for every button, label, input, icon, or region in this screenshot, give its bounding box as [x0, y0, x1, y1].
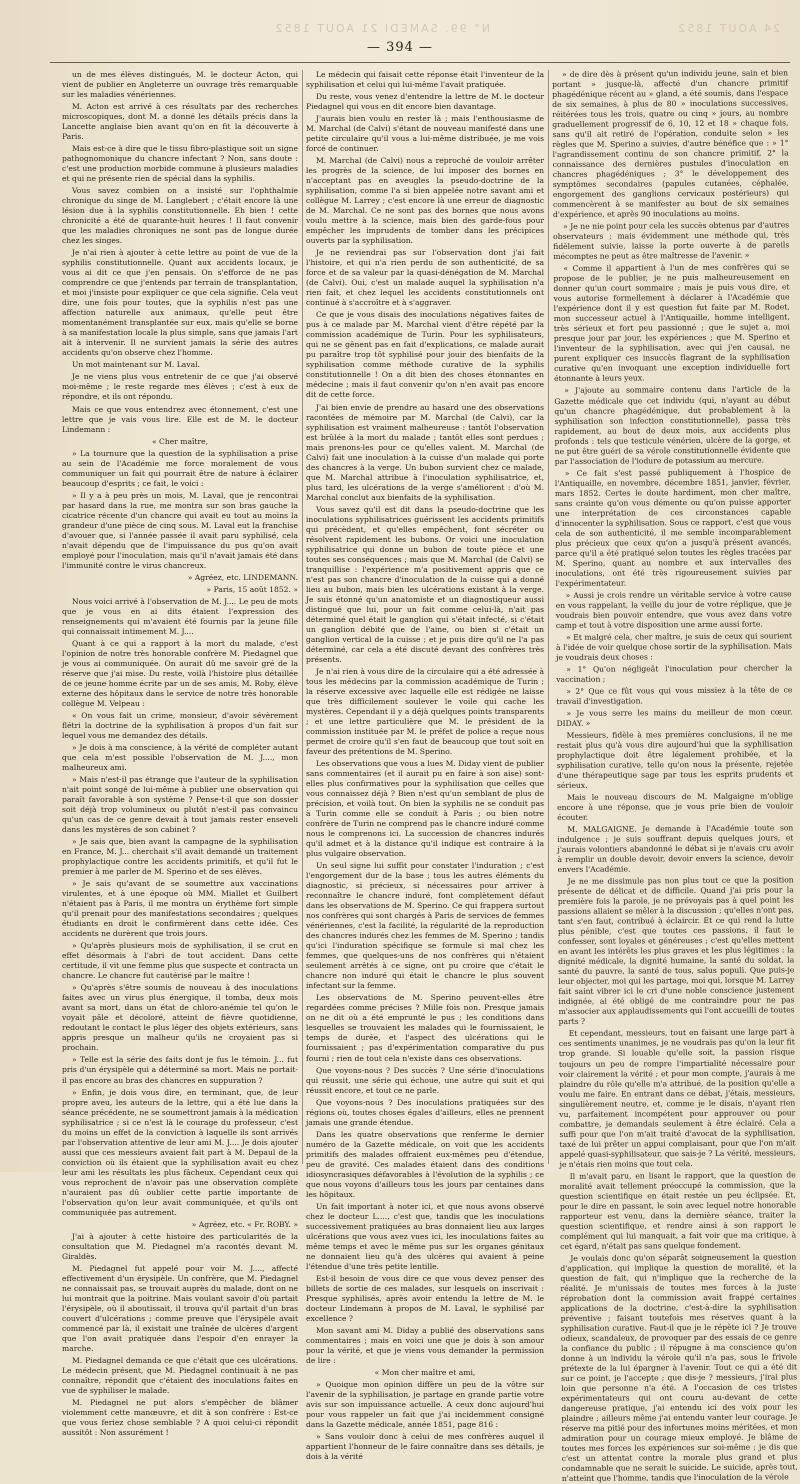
paragraph: » 2° Que ce fût vous qui vous missiez à la tête de ce travail d'investigation.	[556, 685, 793, 706]
paragraph: Un seul signe lui suffit pour constater l'induration ; c'est l'engorgement dur de la base ; tous les autres éléments du diagnostic, si précieux, si nécessaires pour arriver à reconnaître le chancre induré, font complètement défaut dans les observations de M. Sperino. Ce qui frappera surtout nos confrères qui sont chargés à Paris de services de femmes vénériennes, c'est la facilité, la régularité de la reproduction des chancres indurés chez les femmes de M. Sperino ; tandis qu'ici l'induration spécifique se formule si mal chez les femmes, que quelques-uns de nos confrères qui n'étaient seulement arrêtés à ce signe, ont pu croire que c'était le chancre non induré qui était le chancre le plus souvent infectant sur la femme.	[306, 861, 544, 991]
paragraph: Dans les quatre observations que renferme le dernier numéro de la Gazette médicale, on voit que les accidents primitifs des malades offraient eux-mêmes peu d'étendue, peu de gravité. Ces malades étaient dans des conditions idiosyncrasiques défavorables à l'évolution de la syphilis ; ce que nous voyons d'ailleurs tous les jours par centaines dans les hôpitaux.	[306, 1129, 544, 1199]
paragraph: M. Acton est arrivé à ces résultats par des recherches microscopiques, dont M. a donné les détails précis dans la Lancette anglaise bien avant qu'on en fit la découverte à Paris.	[62, 102, 298, 142]
paragraph: Est-il besoin de vous dire ce que vous devez penser des billets de sortie de ces malades, sur lesquels on inscrivait : Presque syphilisés, après avoir entendu la lettre de M. le docteur Lindemann à propos de M. Laval, le syphilisé par excellence ?	[306, 1273, 544, 1323]
paragraph: Il m'avait paru, en lisant le rapport, que la question de moralité avait tellement préoccupé la commission, que la question scientifique en était restée un peu éclipsée. Et, pour le dire en passant, le soin avec lequel notre honorable rapporteur est venu, dans la dernière séance, traiter la question scientifique, et rendre ainsi à son rapport le complément qui lui manquait, a fait voir que ma critique, à cet égard, n'était pas sans quelque fondement.	[559, 1169, 797, 1251]
paragraph: « Comme il appartient à l'un de mes confrères qui se propose de le publier, je ne puis malheureusement en donner qu'un court sommaire ; mais je puis vous dire, et vous autorise formellement à déclarer à l'Académie que l'expérience dont il y est question fut faite par M. Rodet, mon successeur actuel à l'Antiquaille, homme intelligent, très sérieux et fort peu passionné ; que le sujet a, moi presque jour par jour, les expériences ; que M. Sperino et l'inventeur de la syphilisation, avec qui j'en causai, ne purent expliquer ces insuccès flagrant de la syphilisation curative qu'en invoquant une exception individuelle fort étonnante à leurs yeux.	[553, 262, 791, 384]
paragraph: Mais est-ce à dire que le tissu fibro-plastique soit un signe pathognomonique du chancre infectant ? Non, sans doute : c'est une production morbide commune à plusieurs maladies et qui ne présente rien de spécial dans la syphilis.	[62, 144, 298, 184]
paragraph: un de mes élèves distingués, M. le docteur Acton, qui vient de publier en Angleterre un ouvrage très remarquable sur les maladies vénériennes.	[62, 70, 298, 100]
paragraph: » J'ajoute au sommaire contenu dans l'article de la Gazette médicale que cet individu (qui, n'ayant au début qu'un chancre phagédénique, dut probablement à la syphilisation son infection constitutionnelle), passa très rapidement, au bout de deux mois, aux accidents plus profonds : tels que testicule vénérien, ulcère de la gorge, et ne put être guéri de sa vérole constitutionnelle évidente que par l'association de l'iodure de potassium au mercure.	[554, 384, 791, 466]
paragraph: » Qu'après plusieurs mois de syphilisation, il se crut en effet désormais à l'abri de tout accident. Dans cette certitude, il vit une femme plus que suspecte et contracta un chancre. Le chancre fut cautérisé par le maître !	[62, 941, 298, 981]
paragraph: » Agréez, etc. LINDEMANN.	[187, 572, 298, 582]
paragraph: « On vous fait un crime, monsieur, d'avoir sévèrement flétri la doctrine de la syphilisation à propos d'un fait sur lequel vous me demandez des détails.	[62, 710, 298, 740]
paragraph: Vous savez qu'il est dit dans la pseudo-doctrine que les inoculations syphilisatrices guérissent les accidents primitifs qui précèdent, et qu'elles empêchent, font sécréter ou résolvent rapidement les bubons. Or voici une inoculation syphilisatrice qui donne un bubon de toute pièce et une toutes ses conséquences ; mais que M. Marchal (de Calvi) se tranquillise : l'expérience m'a positivement appris que ce n'est pas son chancre d'inoculation de la cuisse qui a donné lieu au bubon, mais bien les ulcérations existant à la verge. Je suis étonné qu'un anatomiste et un diagnostiqueur aussi distingué que lui, pour un fait comme celui-là, n'ait pas déterminé quel était le ganglion qui s'était infecté, si c'était un ganglion débité que de l'aine, ou bien si c'était un ganglion vertical de la cuisse ; et je puis dire qu'il ne l'a pas déterminé, car cela a été discuté devant des confrères très présents.	[306, 504, 544, 664]
bleed-through-header-right: 24 AOUT 1852	[676, 22, 780, 35]
paragraph: Que voyons-nous ? Des inoculations pratiquées sur des régions où, toutes choses égales d'ailleurs, elles ne prennent jamais une grande étendue.	[306, 1097, 544, 1127]
paragraph: » 1° Qu'on négligeât l'inoculation pour chercher la vaccination ;	[556, 663, 793, 684]
paragraph: Et cependant, messieurs, tout en faisant une large part à ces sentiments unanimes, je ne voudrais pas qu'on la leur fit trop grande. Si louable qu'elle soit, la passion risque toujours un peu de rompre l'impartialité nécessaire pour voir clairement la vérité ; et pour mon compte, j'aurais à me plaindre du rôle qu'elle m'a attribué, de la position qu'elle a voulu me faire. En entrant dans ce débat, j'étais, messieurs, singulièrement neutre, et, comme je le disais, n'ayant rien vu, parfaitement incompétent pour approuver ou pour combattre, je demandais seulement à être éclairé. Cela a suffi pour que l'on m'ait traité d'avocat de la syphilisation, taxé de lui prêter un appui complaisant, pour que l'on m'ait appelé quasi-syphilisateur, que sais-je ? La vérité, messieurs, je n'étais rien moins que tout cela.	[558, 1027, 796, 1169]
paragraph: M. MALGAIGNE. Je demande à l'Académie toute son indulgence ; je suis souffrant depuis quelques jours, et j'aurais volontiers abandonné le débat si je n'avais cru avoir à remplir un double devoir, devoir envers la science, devoir envers l'Académie.	[557, 823, 794, 875]
paragraph: » La tournure que la question de la syphilisation a prise au sein de l'Académie me force moralement de vous communiquer un fait qui pourrait être de nature à éclairer beaucoup d'esprits ; ce fait, le voici :	[62, 448, 298, 488]
paragraph: Messieurs, fidèle à mes premières conclusions, il ne me restait plus qu'à vous dire aujourd'hui que la syphilisation prophylactique doit être légalement prohibée, et la syphilisation curative, telle qu'on nous la présente, rejetée d'une thérapeutique sage par tous les esprits prudents et sérieux.	[556, 729, 793, 791]
paragraph: » Et malgré cela, cher maître, je suis de ceux qui sourient à l'idée de voir quelque chose sortir de la syphilisation. Mais je voudrais deux choses :	[555, 631, 793, 662]
paragraph: Que voyons-nous ? Des succès ? Une série d'inoculations qui réussit, une série qui échoue, une autre qui suit et qui réussit encore, et tout ce ne parle.	[306, 1065, 544, 1095]
paragraph: Quant à ce qui a rapport à la mort du malade, c'est l'opinion de notre très honorable confrère M. Piedagnel que je vous ai communiquée. On aurait dû me savoir gré de la réserve que j'ai mise. Du reste, voilà l'histoire plus détaillée de ce jeune homme écrite par un de ses amis, M. Roby, élève externe des hôpitaux dans le service de notre très honorable collègue M. Velpeau :	[62, 638, 298, 708]
paragraph: Du reste, vous venez d'entendre la lettre de M. le docteur Piedagnel qui vous en dit encore bien davantage.	[306, 92, 544, 112]
bleed-through-header-left: N° 99. SAMEDI 21 AOUT 1852	[273, 22, 490, 35]
paragraph: » Je dois à ma conscience, à la vérité de compléter autant que cela m'est possible l'observation de M. J...., mon malheureux ami.	[62, 743, 298, 773]
column-left	[62, 70, 299, 1438]
paragraph: « Mon cher maître et ami,	[374, 1367, 476, 1377]
paragraph: Les observations de M. Sperino peuvent-elles être regardées comme précises ? Mille fois non. Presque jamais on ne dit où a été emprunté le pus ; les conditions dans lesquelles se trouvaient les malades qui le fournissaient, le temps de durée, et l'aspect des ulcérations qui le fournissaient ; pas d'expérimentation comparative du pus fourni ; rien de tout cela n'existe dans ces observations.	[306, 993, 544, 1063]
paragraph: Nous voici arrivé à l'observation de M. J.... Le peu de mots que je vous en ai dits étaient l'expression des renseignements qui m'avaient été fournis par la jeune fille qui connaissait intimement M. J....	[62, 596, 298, 636]
column-right	[552, 68, 798, 1484]
paragraph: Mais ce que vous entendrez avec étonnement, c'est une lettre que je vais vous lire. Elle est de M. le docteur Lindemann :	[62, 404, 298, 434]
paragraph: Mon savant ami M. Diday a publié des observations sans commentaires ; mais en voici une que je dois à son amour pour la vérité, et que je viens vous demander la permission de lire :	[306, 1325, 544, 1365]
paragraph: J'aurais bien voulu en rester là ; mais l'enthousiasme de M. Marchal (de Calvi) s'étant de nouveau manifesté dans une petite circulaire qu'il vous a lui-même distribuée, je me vois forcé de continuer.	[306, 114, 544, 154]
paragraph: J'ai à ajouter à cette histoire des particularités de la consultation que M. Piedagnel m'a racontés devant M. Giraldès.	[62, 1231, 298, 1261]
column-divider-2	[548, 70, 549, 1164]
column-middle	[306, 70, 544, 1462]
paragraph: » Enfin, je dois vous dire, en terminant, que, de leur propre aveu, les auteurs de la lettre, qui a été lue dans la séance précédente, ne se soumettront jamais à la médication syphilisatrice ; si ce n'est là le courage du professeur, c'est du moins un effet de la conviction à laquelle ils sont arrivés par l'observation attentive de leur ami M. J.... Je dois ajouter aussi que ces messieurs avaient fait part à M. Depaul de la conviction où ils étaient que la syphilisation avait eu chez leur ami les résultats les plus fâcheux. Cependant ceux qui vous reprochent de n'avoir pas une observation complète n'auraient pas dû oublier cette partie importante de l'observation qu'on leur avait communiquée, et qu'ils ont communiquée pas autrement.	[62, 1087, 299, 1217]
page-header	[0, 0, 800, 66]
paragraph: » Agréez, etc. « Fr. ROBY. »	[191, 1219, 298, 1229]
paragraph: » de dire dès à présent qu'un individu jeune, sain et bien portant » jusque-là, affecté d'un chancre primitif phagédénique récent au » gland, a été soumis, dans l'espace de six semaines, à plus de 80 » inoculations successives, réitérées tous les trois, quatre ou cinq » jours, au nombre graduellement progressif de 6, 10, 12 et 18 » chaque fois, sans qu'il ait retiré de l'opération, conduite selon » les règles que M. Sperino a suivies, d'autre bénéfice que : » 1° l'agrandissement continu de son chancre primitif, 2° la connaissance des dernières pustules d'inoculation en chancres phagédéniques ; 3° le développement des symptômes secondaires (papules cutanées, céphalée, engorgement des ganglions cervicaux postérieurs) qui commencèrent à se manifester au bout de six semaines d'expérience, et après 90 inoculations au moins.	[552, 68, 789, 220]
paragraph: » Qu'après s'être soumis de nouveau à des inoculations faites avec un virus plus énergique, il tomba, deux mois avant sa mort, dans un état de chloro-anémie tel qu'on le voyait pâle et décoloré, atteint de fièvre quotidienne, redoutant le contact le plus léger des objets extérieurs, sans appris presque un malheur qu'ils ne croyaient pas si prochain.	[62, 983, 298, 1053]
paragraph: » Je vous serre les mains du meilleur de mon cœur. DIDAY. »	[556, 707, 793, 728]
paragraph: Mais le nouveau discours de M. Malgaigne m'oblige encore à une réponse, que je vous prie bien de vouloir écouter.	[557, 791, 794, 823]
paragraph: Un mot maintenant sur M. Laval.	[72, 360, 200, 370]
paragraph: M. Piedagnel fut appelé pour voir M. J...., affecté effectivement d'un érysipèle. Un confrère, que M. Piedagnel ne connaissait pas, se trouvait auprès du malade, dont on ne lui montrait que la poitrine. Mais voulant savoir d'où partait l'érysipèle, où il aboutissait, il trouva qu'il partait d'un bras couvert d'ulcérations ; comme preuve que l'érysipèle avait commencé par là, il existait une traînée de ulcères d'argent que l'on avait pratiquée dans l'espoir d'en enrayer la marche.	[62, 1263, 298, 1353]
paragraph: Je n'ai rien à vous dire de la circulaire qui a été adressée à tous les médecins par la commission académique de Turin ; la réserve excessive avec laquelle elle est rédigée ne laisse que très difficilement soulever le voile qui cache les mystères. Cependant il y a déjà quelques points transparents ; et une lettre particulière que M. le président de la commission instituée par M. le préfet de police a reçue nous permet de croire qu'il s'en faut de beaucoup que tout soit en faveur des prétentions de M. Sperino.	[306, 666, 544, 757]
paragraph: Je ne viens plus vous entretenir de ce que j'ai observé moi-même ; le reste regarde mes élèves ; c'est à eux de répondre, et ils ont répondu.	[62, 372, 298, 402]
paragraph: M. Piedagnel ne put alors s'empêcher de blâmer violemment cette manœuvre, et dit à son confrère : Est-ce que vous feriez chose semblable ? A quoi celui-ci répondit aussitôt : Non assurément !	[62, 1397, 298, 1438]
paragraph: » Quoique mon opinion diffère un peu de la vôtre sur l'avenir de la syphilisation, je partage en grande partie votre avis sur son impuissance actuelle. A ceux donc aujourd'hui pour vous rappeler un fait que j'ai incidemment consigné dans la Gazette médicale, année 1851, page 816 :	[306, 1379, 544, 1430]
paragraph: « Cher maître,	[151, 436, 209, 446]
paragraph: Les observations que vous a lues M. Diday vient de publier sans commentaires (et il aurait pu en faire à son aise) sont-elles plus confirmatives pour la syphilisation que celles que vous connaissez déjà ? Bien n'est qu'un semblant de plus de précision, et voilà tout. On bien la syphilis ne se conduit pas à Turin comme elle se conduit à Paris ; ou bien notre confrère de Turin ne comprend pas le chancre induré comme nous le comprenons ici. La succession de chancres indurés qu'il admet et à la distance qu'il indique est contraire à la plus vulgaire observation.	[306, 759, 544, 859]
paragraph: Je voulais donc qu'on séparât soigneusement la question d'application, qui implique la question de moralité, et la question de fait, qui n'implique que la recherche de la réalité. Je m'unissais de toutes mes forces à la juste réprobation dont la commission avait frappé certaines applications de la doctrine, c'est-à-dire la syphilisation préventive ; faisant toutefois mes réserves quant à la syphilisation curative. Faut-il que je le répète ici ? Je trouve odieux, scandaleux, de provoquer par des essais de ce genre la confiance du public ; il répugne à ma conscience qu'on donne à un individu la vérole qu'il n'a pas, sous le frivole prétexte de la lui épargner à l'avenir. Tout ce qui a été dit sur ce point, je l'accepte ; que dis-je ? messieurs, j'irai plus loin que personne n'a été. A l'occasion de ces tristes expérimentateurs qui ont couru au-devant de cette dangereuse pratique, j'ai entendu ici des voix pour les plaindre ; ailleurs même j'ai entendu vanter leur courage. Je réserve ma pitié pour des infortunes moins méritées, et mon admiration pour un courage mieux employé. Je blâme de toutes mes forces les expériences sur soi-même ; je dis que c'est un attentat contre la morale plus grand et plus condamnable que ne serait le suicide. Le suicide, après tout, n'atteint que l'homme, tandis que l'inoculation de la vérole	[560, 1252, 798, 1484]
paragraph: Je ne me dissimule pas non plus tout ce que la position présente de délicat et de difficile. Quand j'ai pris pour la première fois la parole, je ne prévoyais pas à quel point les passions allaient se mêler à la discussion ; qu'elles n'ont pas, tant s'en faut, contribué à éclaircir. Et ce qui rend la lutte plus pénible, c'est que toutes ces passions, il faut le confesser, sont loyales et généreuses ; c'est qu'elles mettent en avant les intérêts les plus graves et les plus légitimes : la dignité médicale, la dignité humaine, la santé du soldat, la santé du pauvre, la santé de tous, salus populi. Que puis-je leur objecter, moi qui les partage, moi qui, lorsque M. Larrey fait saint vibrer ici le cri d'une noble conscience justement indignée, ai été obligé de me contraindre pour ne pas m'associer aux applaudissements qui l'ont accueilli de toutes parts ?	[557, 875, 795, 1027]
paragraph: Vous savez combien on a insisté sur l'ophthalmie chronique du singe de M. Langlebert ; c'était encore là une lésion due à la syphilis constitutionnelle. Eh bien ! cette chronicité a été de quarante-huit heures ! Il faut convenir que les maladies chroniques ne sont pas de longue durée chez les singes.	[62, 186, 298, 246]
paragraph: Ce que je vous disais des inoculations négatives faites de pus à ce malade par M. Marchal vient d'être répété par la commission académique de Turin. Pour les syphilisateurs, qui ne se gênent pas en fait d'explications, ce malade aurait pu paraître trop tôt syphilisé pour jouir des bienfaits de la syphilisation comme méthode curative de la syphilis constitutionnelle ! On a dit bien des choses étonnantes en médecine ; mais il faut convenir qu'on n'en avait pas encore dit de cette force.	[306, 310, 544, 400]
paragraph: » Je ne nie point pour cela les succès obtenus par d'autres observateurs ; mais évidemment une méthode qui, très fidèlement suivie, laisse la porte ouverte à de pareils mécomptes ne peut as être maîtresse de l'avenir. »	[553, 220, 790, 262]
paragraph: Un fait important à noter ici, et que nous avons observé chez le docteur L...., c'est que, tandis que les inoculations successivement pratiquées au bras donnaient lieu aux larges ulcérations que vous avez vues ici, les inoculations faites au même temps et avec le même pus sur les organes génitaux ne donnaient lieu qu'à des ulcères qui avaient à peine l'étendue d'une très petite lentille.	[306, 1201, 544, 1271]
paragraph: » Je sais qu'avant de se soumettre aux vaccinations virulentes, et à une époque où MM. Miallet et Guilbert n'étaient pas à Paris, il me montra un érythème fort simple qu'il prenait pour des manifestations secondaires ; quelques étudiants en droit le confirmèrent dans cette idée. Ces accidents ne durèrent que trois jours.	[62, 879, 298, 939]
paragraph: J'ai bien envie de prendre au hasard une des observations racontées de mémoire par M. Marchal (de Calvi), car la syphilisation est vraiment malheureuse : tantôt l'observation est brûlée à la mort du malade ; tantôt elles sont perdues ; mais prenons-les pour ce qu'elles valent. M. Marchal (de Calvi) fait une inoculation à la cuisse d'un malade qui porte des chancres à la verge. Un bubon survient chez ce malade, que M. Marchal attribue à l'inoculation syphilisatrice, et, plus tard, les ulcérations de la verge s'améliorent : d'où M. Marchal conclut aux bienfaits de la syphilisation.	[306, 402, 544, 502]
paragraph: Le médecin qui faisait cette réponse était l'inventeur de la syphilisation et celui qui lui-même l'avait pratiquée.	[306, 70, 544, 90]
paragraph: M. Piedagnel demanda ce que c'était que ces ulcérations. Le médecin présent, que M. Piedagnel continuait à ne pas connaître, répondit que c'étaient des inoculations faites en vue de syphiliser le malade.	[62, 1355, 298, 1395]
page-number: — 394 —	[366, 40, 434, 55]
paragraph: » Je sais que, bien avant la campagne de la syphilisation en France, M. J... cherchait s'il avait demandé un traitement prophylactique contre les accidents primitifs, et qu'il fut le premier à me parler de M. Sperino et de ses élèves.	[62, 837, 298, 877]
paragraph: » Sans vouloir donc à celui de mes confrères auquel il appartient l'honneur de le faire connaître dans ses détails, je dois à la vérité	[306, 1432, 544, 1462]
paragraph: Je n'ai rien à ajouter à cette lettre au point de vue de la syphilis constitutionnelle. Quant aux accidents locaux, je vous ai dit ce que j'en pensais. On s'efforce de ne pas comprendre ce que j'entends par terrain de transplantation, et moi j'insiste pour expliquer ce que cela signifie. Cela veut dire, une fois pour toutes, que la syphilis n'est pas une affection naturelle aux animaux, qu'elle peut être momentanément transplantée sur eux, mais qu'elle se borne à sa manifestation locale la plus simple, sans que jamais l'art ait à intervenir. Il ne survient jamais la série des autres accidents qu'on observe chez l'homme.	[62, 248, 298, 358]
column-divider-1	[302, 70, 303, 1164]
paragraph: » Paris, 15 août 1852. »	[206, 584, 298, 594]
paragraph: M. Marchal (de Calvi) nous a reproché de vouloir arrêter les progrès de la science, de lui imposer des bornes en n'acceptant pas en aveugles la pseudo-doctrine de la syphilisation, comme l'a si bien appelée notre savant ami et collègue M. Larrey ; c'est encore là une erreur de diagnostic de M. Marchal. Ce ne sont pas des bornes que nous avons voulu mettre à la science, mais bien des garde-fous pour empêcher les imprudents de tomber dans les précipices ouverts par la syphilisation.	[306, 156, 544, 246]
paragraph: » Mais n'est-il pas étrange que l'auteur de la syphilisation n'ait point songé de lui-même à publier une observation qui paraît favorable à son système ? Pense-t-il que son dossier soit déjà trop volumineux ou plutôt n'est-il pas convaincu qu'un cas de ce genre devait à tout jamais rester enseveli dans les mystères de son cabinet ?	[62, 775, 298, 835]
paragraph: » Ce fait s'est passé publiquement à l'hospice de l'Antiquaille, en novembre, décembre 1851, janvier, février, mars 1852. Certes le doute hardiment, mon cher maître, sans crainte qu'on vous démente ou qu'on puisse apporter une interprétation de ces circonstances capable d'innocenter la syphilisation. Sous ce rapport, c'est que vous cela de son authenticité, il me semble incomparablement plus précieux que ceux qu'on a jusqu'à présent avancés, parce qu'il a été pratiqué selon toutes les règles tracées par M. Sperino, quant au nombre et aux intervalles des inoculations, ont été très rigoureusement suivies par l'expérimentateur.	[554, 466, 792, 588]
header-rule	[50, 62, 790, 63]
paragraph: Je ne reviendrai pas sur l'observation dont j'ai fait l'histoire, et qui n'a rien perdu de son authenticité, de sa force et de sa valeur par la quasi-dénégation de M. Marchal (de Calvi). Oui, c'est un malade auquel la syphilisation n'a rien fait, et chez lequel les accidents constitutionnels ont continué à s'accroître et à s'aggraver.	[306, 248, 544, 308]
paragraph: » Telle est la série des faits dont je fus le témoin. J... fut pris d'un érysipèle qui a déterminé sa mort. Mais ne portait-il pas encore au bras des chancres en suppuration ?	[62, 1055, 298, 1085]
paragraph: » Il y a à peu près un mois, M. Laval, que je rencontrai par hasard dans la rue, me montra sur son bras gauche la cicatrice récente d'un chancre qui avait eu tout au moins la grandeur d'une pièce de cinq sous. M. Laval eut la franchise d'avouer que, si l'année passée il avait paru syphilisé, cela n'avait dépendu que de l'impuissance du pus qu'on avait employé pour l'inoculation, mais qu'il n'avait jamais été dans l'immunité contre le virus chancreux.	[62, 490, 298, 570]
paragraph: » Aussi je crois rendre un véritable service à votre cause en vous rappelant, la veille du jour de votre réplique, que je voudrais bien pouvoir entendre, que vous avez dans votre camp et tout à votre disposition une arme aussi forte.	[555, 589, 792, 630]
